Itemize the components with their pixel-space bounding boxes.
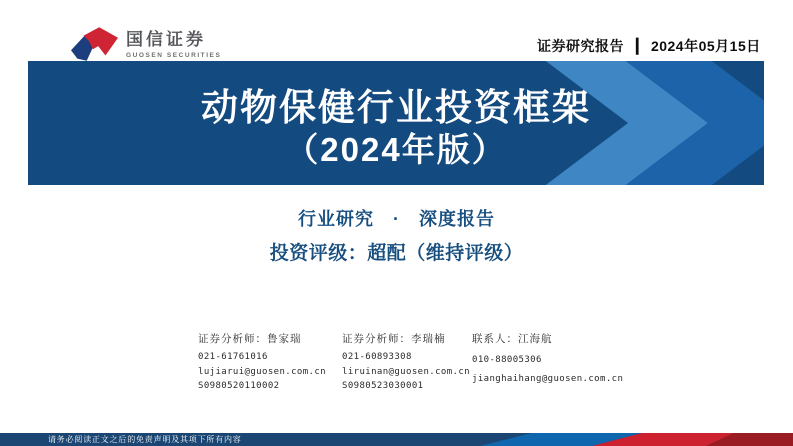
analyst-name: 证券分析师：李瑞楠 <box>342 333 446 345</box>
analyst-phone: 021-61761016 <box>198 352 268 362</box>
analyst-column-3 <box>472 331 682 393</box>
report-title-line2: （2024年版） <box>285 131 507 169</box>
report-date: 2024年05月15日 <box>650 38 761 54</box>
title-banner <box>28 61 764 185</box>
report-title-line1: 动物保健行业投资框架 <box>201 87 591 129</box>
guosen-logo-icon <box>70 27 118 61</box>
logo-text <box>126 27 221 60</box>
investment-rating: 投资评级：超配（维持评级） <box>269 243 524 264</box>
analyst-email: lujiarui@guosen.com.cn <box>198 366 327 377</box>
contact-phone: 010-88005306 <box>472 355 542 365</box>
disclaimer-text: 请务必阅读正文之后的免责声明及其项下所有内容 <box>48 435 242 444</box>
footer-disclaimer-bar <box>0 433 793 446</box>
meta-separator: ┃ <box>633 38 642 54</box>
logo-name-en: GUOSEN SECURITIES <box>126 52 222 59</box>
analyst-name: 证券分析师：鲁家瑞 <box>198 333 302 345</box>
logo <box>70 27 221 61</box>
banner-titles <box>28 61 764 185</box>
analyst-cert-id: S0980520110002 <box>198 381 280 391</box>
report-type-label: 证券研究报告 <box>537 38 624 54</box>
analyst-cert-id: S0980523030001 <box>342 381 424 391</box>
report-category: 行业研究 · 深度报告 <box>298 209 495 229</box>
analyst-email: liruinan@guosen.com.cn <box>342 366 471 377</box>
contact-email: jianghaihang@guosen.com.cn <box>472 374 624 384</box>
report-meta <box>537 36 761 56</box>
analyst-phone: 021-60893308 <box>342 352 412 362</box>
logo-name-cn: 国信证券 <box>126 30 206 49</box>
analyst-column-1 <box>198 331 358 396</box>
contact-name: 联系人：江海航 <box>472 333 553 345</box>
